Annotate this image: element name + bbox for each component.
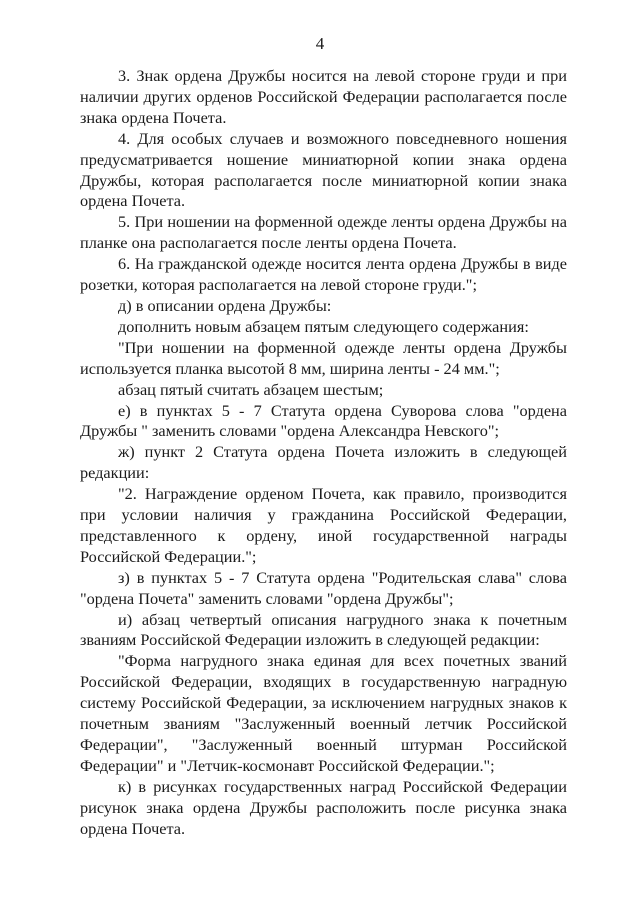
paragraph-subitem-k: к) в рисунках государственных наград Российской Федерации рисунок знака ордена Дружбы расположить после рисунка знака ордена Почета. — [80, 776, 567, 838]
paragraph-subitem-d: д) в описании ордена Дружбы: — [118, 295, 332, 315]
paragraph-item-3: 3. Знак ордена Дружбы носится на левой стороне груди и при наличии других орденов Российской Федерации располагается после знака ордена Почета. — [80, 66, 567, 127]
paragraph-quote-badge: "Форма нагрудного знака единая для всех почетных званий Российской Федерации, входящих в государственную наградную систему Российской Федерации, за исключением нагрудных знаков к почетным званиям "Заслуженный военный летчик Российской Федерации", "Заслуженный военный штурман Российской Федерации" и "Летчик-космонавт Российской Федерации."; — [80, 651, 567, 775]
paragraph-subitem-zh: ж) пункт 2 Статута ордена Почета изложить в следующей редакции: — [80, 442, 567, 483]
paragraph-subitem-z: з) в пунктах 5 - 7 Статута ордена "Родительская слава" слова "ордена Почета" заменить словами "ордена Дружбы"; — [80, 567, 567, 608]
document-body — [80, 66, 567, 840]
paragraph-add-fifth: дополнить новым абзацем пятым следующего содержания: — [118, 316, 529, 336]
paragraph-subitem-e: е) в пунктах 5 - 7 Статута ордена Суворова слова "ордена Дружбы " заменить словами "ордена Александра Невского"; — [80, 400, 567, 441]
paragraph-item-6: 6. На гражданской одежде носится лента ордена Дружбы в виде розетки, которая располагается на левой стороне груди."; — [80, 254, 567, 295]
paragraph-subitem-i: и) абзац четвертый описания нагрудного знака к почетным званиям Российской Федерации изложить в следующей редакции: — [80, 609, 567, 650]
paragraph-item-5: 5. При ношении на форменной одежде ленты ордена Дружбы на планке она располагается после ленты ордена Почета. — [80, 212, 567, 253]
paragraph-quote-ribbon: "При ношении на форменной одежде ленты ордена Дружбы используется планка высотой 8 мм, ширина ленты - 24 мм."; — [80, 337, 567, 378]
paragraph-item-4: 4. Для особых случаев и возможного повседневного ношения предусматривается ношение миниатюрной копии знака ордена Дружбы, которая располагается после миниатюрной копии знака ордена Почета. — [80, 128, 567, 211]
page-number: 4 — [315, 34, 325, 53]
paragraph-renumber: абзац пятый считать абзацем шестым; — [118, 379, 384, 399]
paragraph-quote-award: "2. Награждение орденом Почета, как правило, производится при условии наличия у гражданина Российской Федерации, представленного к ордену, иной государственной награды Российской Федерации."; — [80, 484, 567, 566]
